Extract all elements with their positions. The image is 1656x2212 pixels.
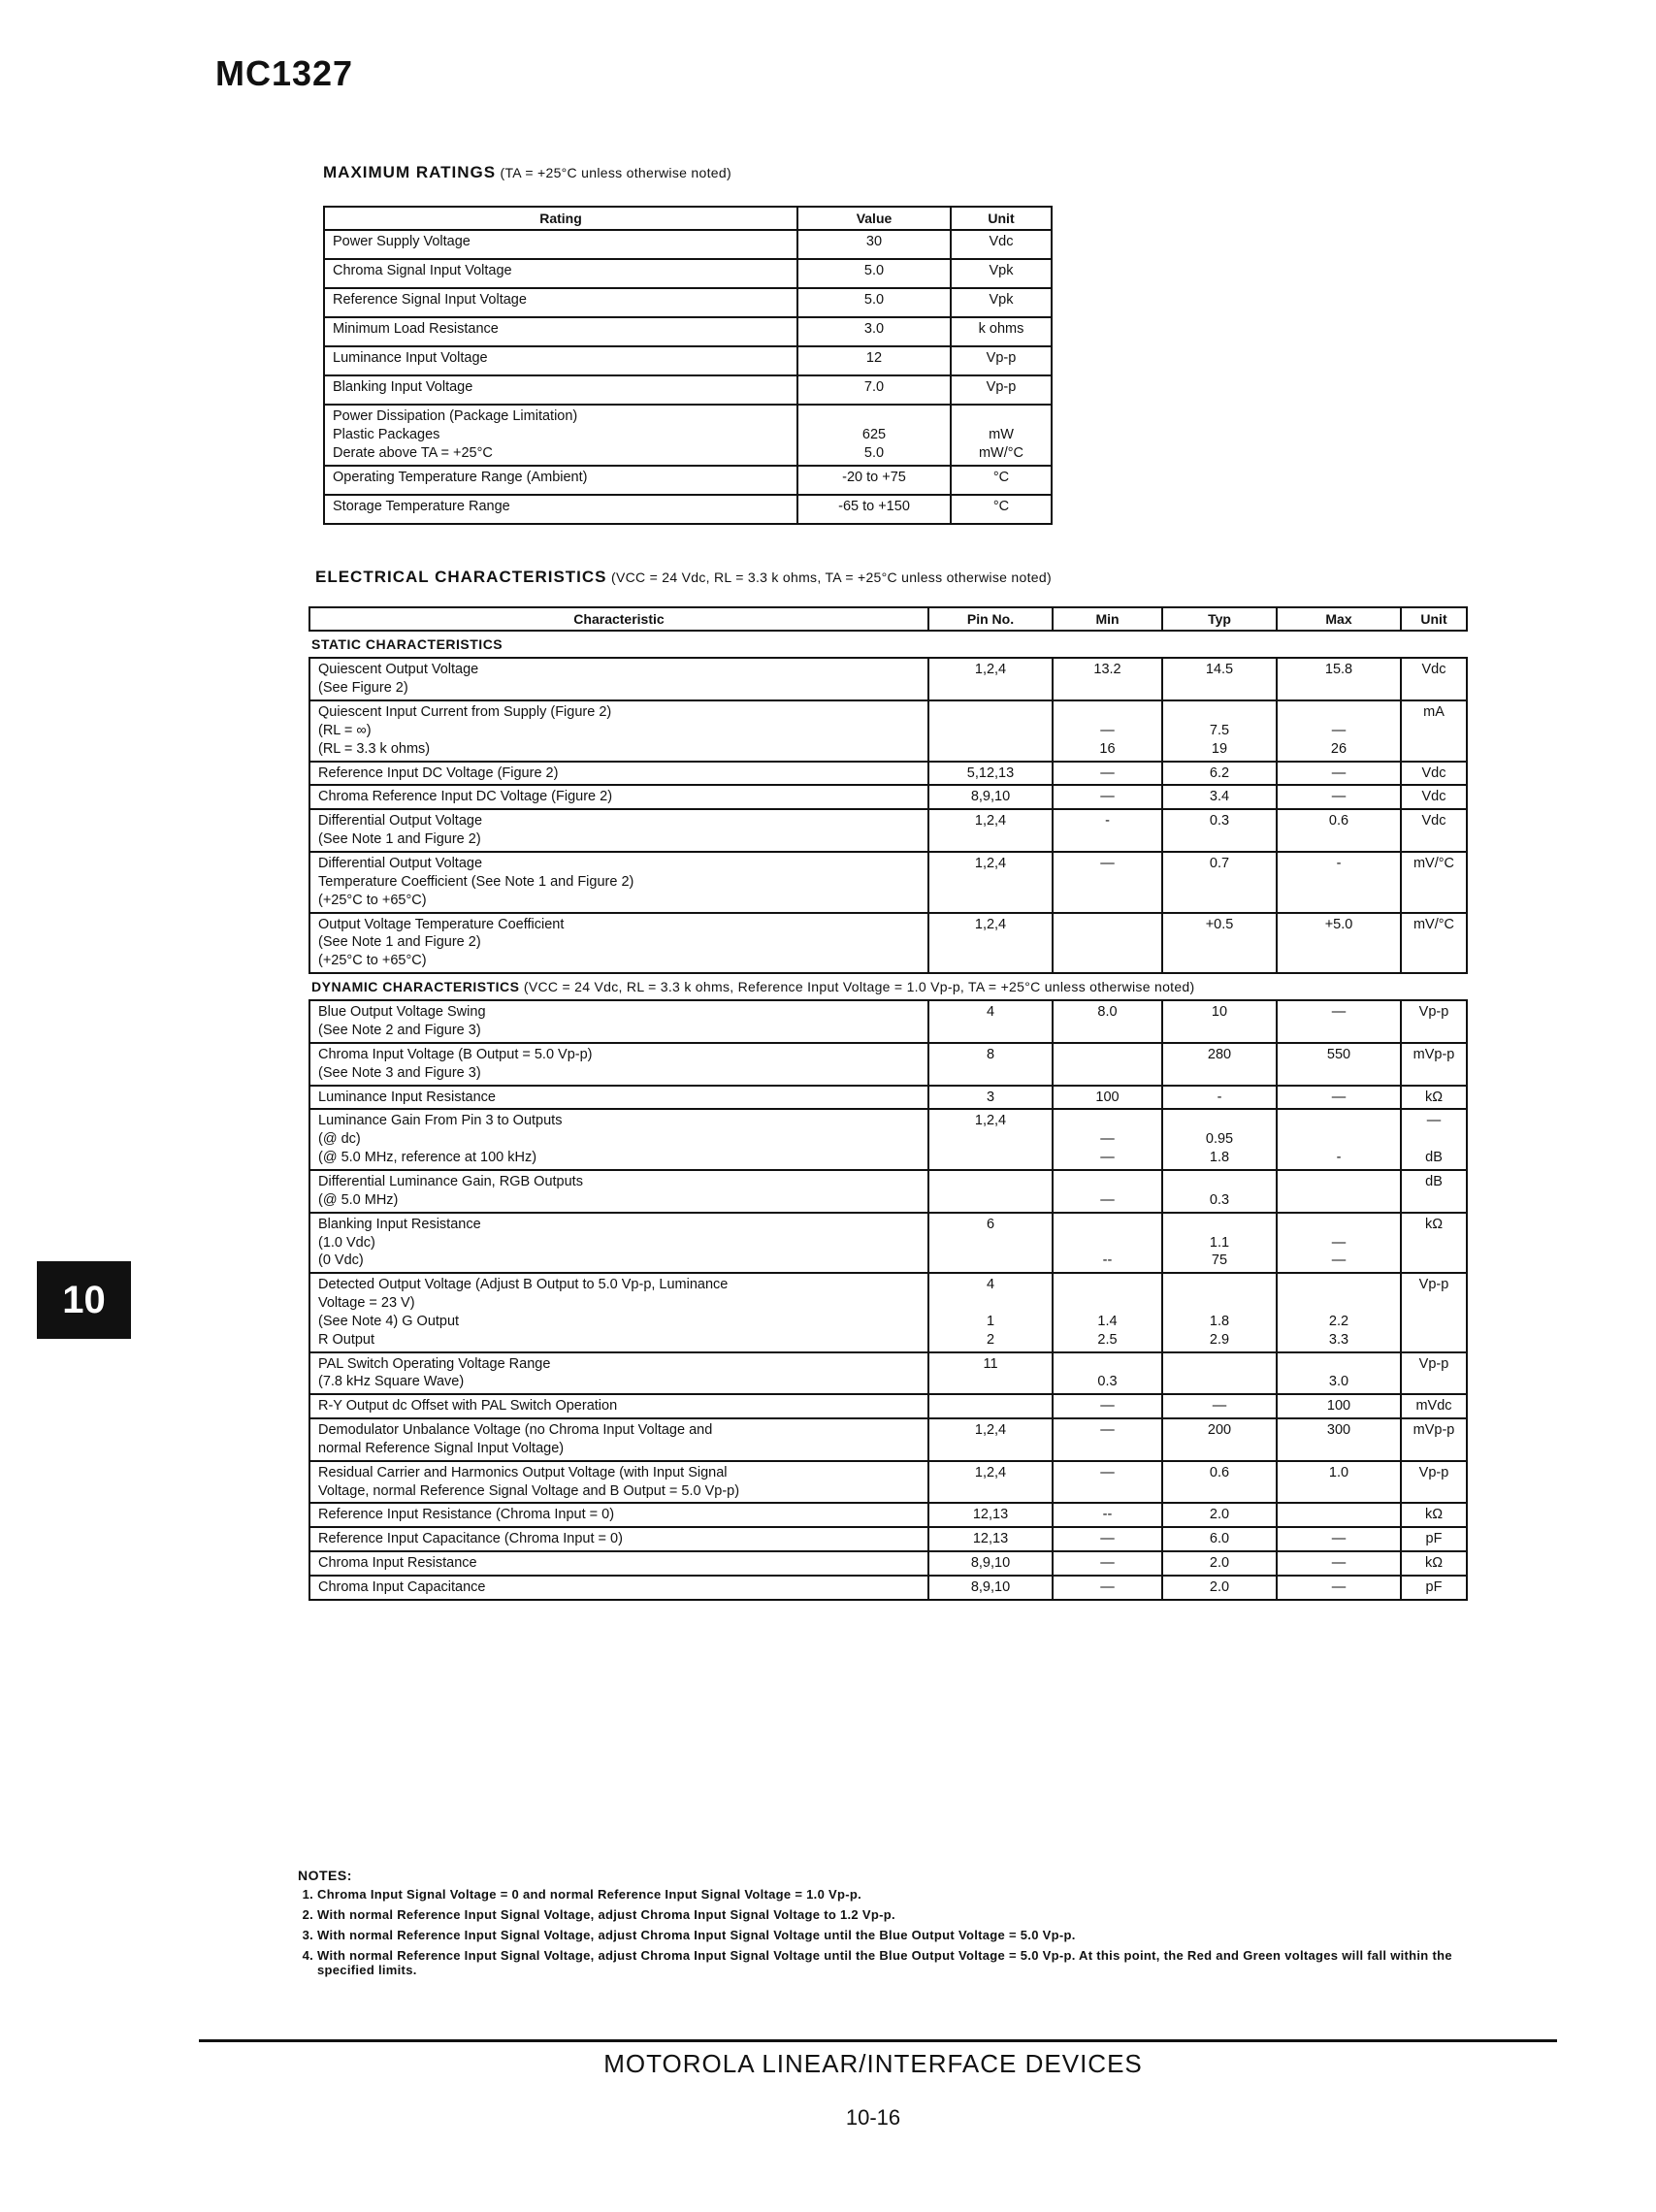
characteristic-cell: Luminance Gain From Pin 3 to Outputs (@ dc) (@ 5.0 MHz, reference at 100 kHz)	[309, 1109, 928, 1170]
max-cell: —	[1277, 762, 1401, 786]
unit-cell: kΩ	[1401, 1086, 1467, 1110]
characteristic-cell: Demodulator Unbalance Voltage (no Chroma Input Voltage and normal Reference Signal Input Voltage)	[309, 1418, 928, 1461]
table-row	[324, 317, 1052, 346]
notes-heading: NOTES:	[298, 1868, 352, 1883]
characteristic-cell: Output Voltage Temperature Coefficient (See Note 1 and Figure 2) (+25°C to +65°C)	[309, 913, 928, 974]
min-cell: — 16	[1053, 700, 1162, 762]
typ-cell	[1162, 1352, 1277, 1395]
typ-cell: +0.5	[1162, 913, 1277, 974]
static-label: STATIC CHARACTERISTICS	[311, 636, 503, 653]
unit-cell: Vdc	[1401, 762, 1467, 786]
unit-cell: mVp-p	[1401, 1418, 1467, 1461]
table-row	[309, 658, 1467, 700]
table-row	[309, 1000, 1467, 1043]
header-max: Max	[1277, 607, 1401, 631]
pin-cell: 11	[928, 1352, 1053, 1395]
max-cell: -	[1277, 852, 1401, 913]
min-cell: 8.0	[1053, 1000, 1162, 1043]
note-item: 3. With normal Reference Input Signal Voltage, adjust Chroma Input Signal Voltage until the Blue Output Voltage = 5.0 Vp-p.	[317, 1928, 1462, 1942]
characteristic-cell: Blue Output Voltage Swing (See Note 2 and Figure 3)	[309, 1000, 928, 1043]
typ-cell: 3.4	[1162, 785, 1277, 809]
unit-cell: pF	[1401, 1527, 1467, 1551]
table-row	[309, 809, 1467, 852]
pin-cell: 1,2,4	[928, 852, 1053, 913]
min-cell: -	[1053, 809, 1162, 852]
pin-cell	[928, 1170, 1053, 1213]
typ-cell: 0.95 1.8	[1162, 1109, 1277, 1170]
characteristic-cell: Residual Carrier and Harmonics Output Voltage (with Input Signal Voltage, normal Reference Signal Voltage and B Output = 5.0 Vp-p)	[309, 1461, 928, 1504]
max-cell: —	[1277, 1000, 1401, 1043]
max-cell: 550	[1277, 1043, 1401, 1086]
min-cell: 100	[1053, 1086, 1162, 1110]
rating-cell: Blanking Input Voltage	[324, 375, 797, 405]
table-row	[309, 1551, 1467, 1576]
typ-cell: 0.3	[1162, 1170, 1277, 1213]
unit-cell: Vdc	[1401, 809, 1467, 852]
characteristic-cell: Differential Luminance Gain, RGB Outputs (@ 5.0 MHz)	[309, 1170, 928, 1213]
table-row	[324, 230, 1052, 259]
unit-cell: pF	[1401, 1576, 1467, 1600]
max-cell: 15.8	[1277, 658, 1401, 700]
note-item: 4. With normal Reference Input Signal Voltage, adjust Chroma Input Signal Voltage until the Blue Output Voltage = 5.0 Vp-p. At this point, the Red and Green voltages will fall within the specified limits.	[317, 1948, 1462, 1977]
characteristic-cell: Blanking Input Resistance (1.0 Vdc) (0 Vdc)	[309, 1213, 928, 1274]
typ-cell: 0.3	[1162, 809, 1277, 852]
typ-cell: 2.0	[1162, 1551, 1277, 1576]
typ-cell: —	[1162, 1394, 1277, 1418]
rating-cell: Storage Temperature Range	[324, 495, 797, 524]
pin-cell: 1,2,4	[928, 1109, 1053, 1170]
min-cell: —	[1053, 1576, 1162, 1600]
unit-cell: Vdc	[1401, 785, 1467, 809]
table-row	[324, 466, 1052, 495]
min-cell: —	[1053, 852, 1162, 913]
rating-cell: Operating Temperature Range (Ambient)	[324, 466, 797, 495]
unit-cell: Vdc	[1401, 658, 1467, 700]
electrical-table	[308, 606, 1468, 1601]
max-cell: 300	[1277, 1418, 1401, 1461]
max-cell: -	[1277, 1109, 1401, 1170]
electrical-condition: (VCC = 24 Vdc, RL = 3.3 k ohms, TA = +25°C unless otherwise noted)	[610, 569, 1052, 585]
electrical-header-row	[309, 607, 1467, 631]
max-cell: —	[1277, 1527, 1401, 1551]
table-row	[309, 913, 1467, 974]
table-row	[309, 1394, 1467, 1418]
max-ratings-condition: (TA = +25°C unless otherwise noted)	[500, 165, 731, 180]
max-ratings-heading: MAXIMUM RATINGS	[323, 163, 497, 181]
pin-cell: 1,2,4	[928, 809, 1053, 852]
unit-cell: kΩ	[1401, 1551, 1467, 1576]
table-row	[309, 785, 1467, 809]
header-unit: Unit	[1401, 607, 1467, 631]
table-row	[309, 762, 1467, 786]
typ-cell: 280	[1162, 1043, 1277, 1086]
dynamic-condition: (VCC = 24 Vdc, RL = 3.3 k ohms, Reference Input Voltage = 1.0 Vp-p, TA = +25°C unless otherwise noted)	[523, 979, 1195, 995]
max-cell: —	[1277, 1576, 1401, 1600]
dynamic-body	[309, 1000, 1467, 1600]
pin-cell: 5,12,13	[928, 762, 1053, 786]
characteristic-cell: PAL Switch Operating Voltage Range (7.8 kHz Square Wave)	[309, 1352, 928, 1395]
pin-cell	[928, 1394, 1053, 1418]
typ-cell: 7.5 19	[1162, 700, 1277, 762]
section-tab-marker: 10	[37, 1261, 131, 1339]
max-cell: —	[1277, 785, 1401, 809]
header-unit: Unit	[951, 207, 1052, 230]
characteristic-cell: Quiescent Input Current from Supply (Figure 2) (RL = ∞) (RL = 3.3 k ohms)	[309, 700, 928, 762]
notes-section	[298, 1868, 1462, 1983]
min-cell: 13.2	[1053, 658, 1162, 700]
unit-cell: Vp-p	[1401, 1273, 1467, 1351]
pin-cell: 8,9,10	[928, 1551, 1053, 1576]
unit-cell: Vdc	[951, 230, 1052, 259]
header-rating: Rating	[324, 207, 797, 230]
table-row	[309, 1273, 1467, 1351]
header-value: Value	[797, 207, 951, 230]
characteristic-cell: Differential Output Voltage (See Note 1 and Figure 2)	[309, 809, 928, 852]
min-cell: 0.3	[1053, 1352, 1162, 1395]
table-row	[309, 700, 1467, 762]
max-cell: 3.0	[1277, 1352, 1401, 1395]
rating-cell: Chroma Signal Input Voltage	[324, 259, 797, 288]
typ-cell: 1.1 75	[1162, 1213, 1277, 1274]
value-cell: 7.0	[797, 375, 951, 405]
value-cell: 30	[797, 230, 951, 259]
header-pin: Pin No.	[928, 607, 1053, 631]
unit-cell: — dB	[1401, 1109, 1467, 1170]
footer-brand: MOTOROLA LINEAR/INTERFACE DEVICES	[603, 2049, 1143, 2078]
rating-cell: Minimum Load Resistance	[324, 317, 797, 346]
header-characteristic: Characteristic	[309, 607, 928, 631]
electrical-heading-line	[315, 568, 1052, 587]
pin-cell: 12,13	[928, 1527, 1053, 1551]
document-title: MC1327	[215, 53, 354, 93]
table-row	[309, 852, 1467, 913]
note-item: 2. With normal Reference Input Signal Voltage, adjust Chroma Input Signal Voltage to 1.2 Vp-p.	[317, 1907, 1462, 1922]
unit-cell: °C	[951, 466, 1052, 495]
typ-cell: 200	[1162, 1418, 1277, 1461]
unit-cell: mV/°C	[1401, 852, 1467, 913]
value-cell: 625 5.0	[797, 405, 951, 466]
max-cell	[1277, 1503, 1401, 1527]
header-typ: Typ	[1162, 607, 1277, 631]
table-row	[324, 405, 1052, 466]
characteristic-cell: Chroma Input Capacitance	[309, 1576, 928, 1600]
table-row	[309, 1503, 1467, 1527]
min-cell: — —	[1053, 1109, 1162, 1170]
min-cell	[1053, 1043, 1162, 1086]
pin-cell: 8,9,10	[928, 1576, 1053, 1600]
unit-cell: mVp-p	[1401, 1043, 1467, 1086]
typ-cell: 1.8 2.9	[1162, 1273, 1277, 1351]
characteristic-cell: Quiescent Output Voltage (See Figure 2)	[309, 658, 928, 700]
pin-cell: 1,2,4	[928, 1418, 1053, 1461]
max-cell	[1277, 1170, 1401, 1213]
pin-cell: 8	[928, 1043, 1053, 1086]
max-cell: 2.2 3.3	[1277, 1273, 1401, 1351]
max-cell: — 26	[1277, 700, 1401, 762]
max-cell: +5.0	[1277, 913, 1401, 974]
header-min: Min	[1053, 607, 1162, 631]
table-row	[324, 288, 1052, 317]
table-row	[324, 375, 1052, 405]
rating-cell: Power Supply Voltage	[324, 230, 797, 259]
dynamic-label: DYNAMIC CHARACTERISTICS	[311, 979, 520, 995]
typ-cell: 10	[1162, 1000, 1277, 1043]
rating-cell: Luminance Input Voltage	[324, 346, 797, 375]
max-ratings-body	[324, 230, 1052, 524]
unit-cell: Vp-p	[951, 346, 1052, 375]
min-cell: 1.4 2.5	[1053, 1273, 1162, 1351]
dynamic-group-cell	[309, 973, 1467, 1000]
unit-cell: Vp-p	[1401, 1461, 1467, 1504]
value-cell: -20 to +75	[797, 466, 951, 495]
characteristic-cell: Luminance Input Resistance	[309, 1086, 928, 1110]
max-cell: 100	[1277, 1394, 1401, 1418]
unit-cell: mV/°C	[1401, 913, 1467, 974]
pin-cell	[928, 700, 1053, 762]
min-cell: —	[1053, 1461, 1162, 1504]
notes-list	[298, 1887, 1462, 1977]
unit-cell: dB	[1401, 1170, 1467, 1213]
pin-cell: 1,2,4	[928, 1461, 1053, 1504]
characteristic-cell: Differential Output Voltage Temperature Coefficient (See Note 1 and Figure 2) (+25°C to +65°C)	[309, 852, 928, 913]
unit-cell: mA	[1401, 700, 1467, 762]
max-cell: 1.0	[1277, 1461, 1401, 1504]
typ-cell: 6.2	[1162, 762, 1277, 786]
typ-cell: 6.0	[1162, 1527, 1277, 1551]
pin-cell: 1,2,4	[928, 913, 1053, 974]
typ-cell: 2.0	[1162, 1576, 1277, 1600]
table-row	[309, 1461, 1467, 1504]
min-cell: —	[1053, 1551, 1162, 1576]
value-cell: 12	[797, 346, 951, 375]
pin-cell: 8,9,10	[928, 785, 1053, 809]
unit-cell: Vp-p	[951, 375, 1052, 405]
table-row	[309, 1213, 1467, 1274]
unit-cell: mW mW/°C	[951, 405, 1052, 466]
table-row	[324, 259, 1052, 288]
unit-cell: °C	[951, 495, 1052, 524]
min-cell: —	[1053, 1170, 1162, 1213]
value-cell: 3.0	[797, 317, 951, 346]
min-cell	[1053, 913, 1162, 974]
table-row	[309, 1576, 1467, 1600]
value-cell: 5.0	[797, 259, 951, 288]
max-cell: 0.6	[1277, 809, 1401, 852]
value-cell: -65 to +150	[797, 495, 951, 524]
unit-cell: mVdc	[1401, 1394, 1467, 1418]
page-number: 10-16	[845, 2105, 901, 2130]
min-cell: —	[1053, 1418, 1162, 1461]
unit-cell: Vp-p	[1401, 1352, 1467, 1395]
unit-cell: Vp-p	[1401, 1000, 1467, 1043]
min-cell: —	[1053, 762, 1162, 786]
static-body	[309, 658, 1467, 973]
pin-cell: 6	[928, 1213, 1053, 1274]
min-cell: --	[1053, 1213, 1162, 1274]
unit-cell: Vpk	[951, 259, 1052, 288]
table-row	[309, 1418, 1467, 1461]
max-cell: — —	[1277, 1213, 1401, 1274]
table-row	[309, 1170, 1467, 1213]
typ-cell: 14.5	[1162, 658, 1277, 700]
electrical-heading: ELECTRICAL CHARACTERISTICS	[315, 568, 607, 586]
pin-cell: 1,2,4	[928, 658, 1053, 700]
table-row	[309, 1527, 1467, 1551]
max-ratings-table	[323, 206, 1053, 525]
pin-cell: 12,13	[928, 1503, 1053, 1527]
table-row	[324, 346, 1052, 375]
pin-cell: 3	[928, 1086, 1053, 1110]
characteristic-cell: Reference Input Capacitance (Chroma Input = 0)	[309, 1527, 928, 1551]
note-item: 1. Chroma Input Signal Voltage = 0 and normal Reference Input Signal Voltage = 1.0 Vp-p.	[317, 1887, 1462, 1902]
typ-cell: 0.6	[1162, 1461, 1277, 1504]
rating-cell: Reference Signal Input Voltage	[324, 288, 797, 317]
table-row	[309, 1086, 1467, 1110]
max-cell: —	[1277, 1086, 1401, 1110]
characteristic-cell: Reference Input Resistance (Chroma Input = 0)	[309, 1503, 928, 1527]
characteristic-cell: Chroma Reference Input DC Voltage (Figure 2)	[309, 785, 928, 809]
footer-rule	[199, 2039, 1557, 2042]
pin-cell: 4	[928, 1000, 1053, 1043]
pin-cell: 4 1 2	[928, 1273, 1053, 1351]
static-group-row	[309, 631, 1467, 658]
unit-cell: Vpk	[951, 288, 1052, 317]
max-ratings-heading-line	[323, 163, 731, 182]
characteristic-cell: Reference Input DC Voltage (Figure 2)	[309, 762, 928, 786]
table-row	[324, 495, 1052, 524]
characteristic-cell: R-Y Output dc Offset with PAL Switch Operation	[309, 1394, 928, 1418]
unit-cell: kΩ	[1401, 1213, 1467, 1274]
unit-cell: kΩ	[1401, 1503, 1467, 1527]
characteristic-cell: Chroma Input Resistance	[309, 1551, 928, 1576]
max-ratings-header-row	[324, 207, 1052, 230]
min-cell: —	[1053, 785, 1162, 809]
typ-cell: 2.0	[1162, 1503, 1277, 1527]
typ-cell: -	[1162, 1086, 1277, 1110]
characteristic-cell: Detected Output Voltage (Adjust B Output to 5.0 Vp-p, Luminance Voltage = 23 V) (See Note 4) G Output R Output	[309, 1273, 928, 1351]
min-cell: —	[1053, 1394, 1162, 1418]
table-row	[309, 1109, 1467, 1170]
typ-cell: 0.7	[1162, 852, 1277, 913]
characteristic-cell: Chroma Input Voltage (B Output = 5.0 Vp-p) (See Note 3 and Figure 3)	[309, 1043, 928, 1086]
min-cell: --	[1053, 1503, 1162, 1527]
value-cell: 5.0	[797, 288, 951, 317]
unit-cell: k ohms	[951, 317, 1052, 346]
dynamic-group-row	[309, 973, 1467, 1000]
max-cell: —	[1277, 1551, 1401, 1576]
table-row	[309, 1043, 1467, 1086]
rating-cell: Power Dissipation (Package Limitation) Plastic Packages Derate above TA = +25°C	[324, 405, 797, 466]
table-row	[309, 1352, 1467, 1395]
min-cell: —	[1053, 1527, 1162, 1551]
